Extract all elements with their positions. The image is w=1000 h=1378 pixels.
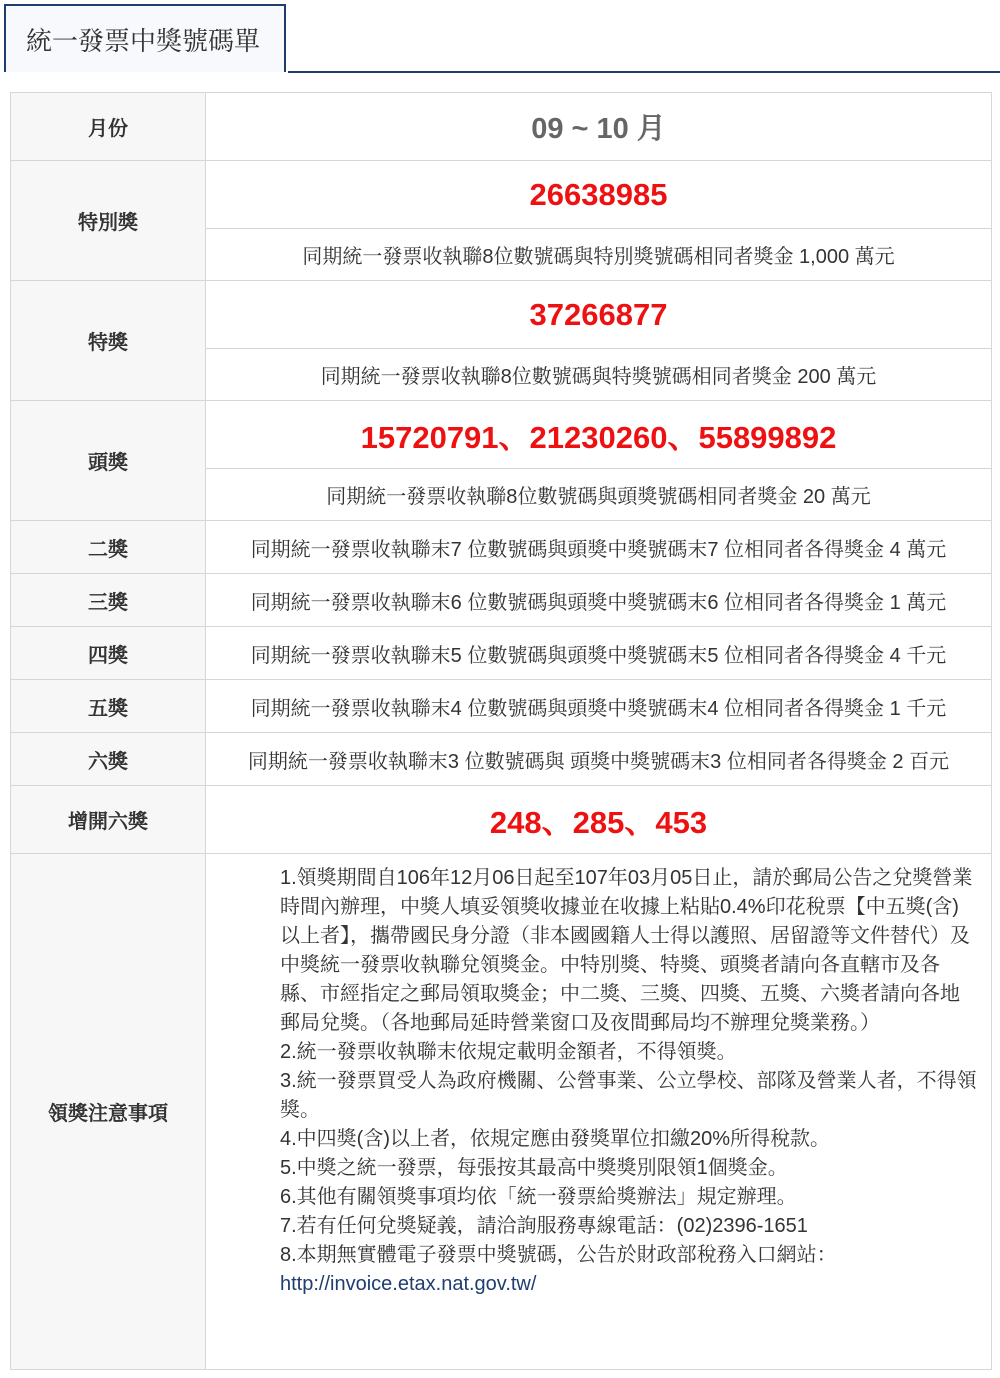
table-row-month bbox=[11, 93, 992, 161]
table-row-fourth bbox=[11, 627, 992, 680]
grand-prize-number: 37266877 bbox=[206, 281, 992, 349]
second-prize-label: 二獎 bbox=[11, 521, 206, 574]
tab-title: 統一發票中獎號碼單 bbox=[26, 25, 261, 56]
table-row-special bbox=[11, 161, 992, 229]
table-row-third bbox=[11, 574, 992, 627]
tab-invoice-results[interactable] bbox=[4, 4, 286, 72]
month-value: 09 ~ 10 月 bbox=[206, 93, 992, 161]
note-item-6: 6.其他有關領獎事項均依「統一發票給獎辦法」規定辦理。 bbox=[280, 1186, 797, 1208]
note-item-7: 7.若有任何兌獎疑義，請洽詢服務專線電話：(02)2396-1651 bbox=[280, 1215, 808, 1237]
table-row-fifth bbox=[11, 680, 992, 733]
grand-prize-label: 特獎 bbox=[11, 281, 206, 401]
note-item-2: 2.統一發票收執聯末依規定載明金額者，不得領獎。 bbox=[280, 1041, 737, 1063]
table-row-grand bbox=[11, 281, 992, 349]
note-item-8: 8.本期無實體電子發票中獎號碼，公告於財政部稅務入口網站： bbox=[280, 1244, 837, 1266]
fourth-prize-label: 四獎 bbox=[11, 627, 206, 680]
fourth-prize-desc: 同期統一發票收執聯末5 位數號碼與頭獎中獎號碼末5 位相同者各得獎金 4 千元 bbox=[206, 627, 992, 680]
first-prize-desc: 同期統一發票收執聯8位數號碼與頭獎號碼相同者獎金 20 萬元 bbox=[206, 469, 992, 521]
etax-portal-link[interactable]: http://invoice.etax.nat.gov.tw/ bbox=[280, 1273, 537, 1295]
extra-sixth-prize-label: 增開六獎 bbox=[11, 786, 206, 854]
prize-table bbox=[10, 92, 992, 1370]
third-prize-label: 三獎 bbox=[11, 574, 206, 627]
table-row-extra-sixth bbox=[11, 786, 992, 854]
fifth-prize-desc: 同期統一發票收執聯末4 位數號碼與頭獎中獎號碼末4 位相同者各得獎金 1 千元 bbox=[206, 680, 992, 733]
grand-prize-desc: 同期統一發票收執聯8位數號碼與特獎號碼相同者獎金 200 萬元 bbox=[206, 349, 992, 401]
note-item-5: 5.中獎之統一發票，每張按其最高中獎獎別限領1個獎金。 bbox=[280, 1157, 788, 1179]
fifth-prize-label: 五獎 bbox=[11, 680, 206, 733]
notes-content bbox=[206, 854, 992, 1370]
table-row-first bbox=[11, 401, 992, 469]
tab-bar bbox=[0, 0, 1000, 74]
sixth-prize-label: 六獎 bbox=[11, 733, 206, 786]
special-prize-number: 26638985 bbox=[206, 161, 992, 229]
second-prize-desc: 同期統一發票收執聯末7 位數號碼與頭獎中獎號碼末7 位相同者各得獎金 4 萬元 bbox=[206, 521, 992, 574]
notes-label: 領獎注意事項 bbox=[11, 854, 206, 1370]
table-row-notes bbox=[11, 854, 992, 1370]
special-prize-label: 特別獎 bbox=[11, 161, 206, 281]
table-row-second bbox=[11, 521, 992, 574]
extra-sixth-prize-numbers: 248、285、453 bbox=[206, 786, 992, 854]
month-label: 月份 bbox=[11, 93, 206, 161]
special-prize-desc: 同期統一發票收執聯8位數號碼與特別獎號碼相同者獎金 1,000 萬元 bbox=[206, 229, 992, 281]
table-row-sixth bbox=[11, 733, 992, 786]
first-prize-numbers: 15720791、21230260、55899892 bbox=[206, 401, 992, 469]
first-prize-label: 頭獎 bbox=[11, 401, 206, 521]
note-item-4: 4.中四獎(含)以上者，依規定應由發獎單位扣繳20%所得稅款。 bbox=[280, 1128, 831, 1150]
third-prize-desc: 同期統一發票收執聯末6 位數號碼與頭獎中獎號碼末6 位相同者各得獎金 1 萬元 bbox=[206, 574, 992, 627]
tab-divider bbox=[288, 71, 1000, 73]
sixth-prize-desc: 同期統一發票收執聯末3 位數號碼與 頭獎中獎號碼末3 位相同者各得獎金 2 百元 bbox=[206, 733, 992, 786]
note-item-3: 3.統一發票買受人為政府機關、公營事業、公立學校、部隊及營業人者，不得領獎。 bbox=[280, 1070, 977, 1121]
note-item-1: 1.領獎期間自106年12月06日起至107年03月05日止，請於郵局公告之兌獎營業時間內辦理，中獎人填妥領獎收據並在收據上粘貼0.4%印花稅票【中五獎(含)以上者】，攜帶國民身分證（非本國國籍人士得以護照、居留證等文件替代）及中獎統一發票收執聯兌領獎金。中特別獎、特獎、頭獎者請向各直轄市及各縣、市經指定之郵局領取獎金；中二獎、三獎、四獎、五獎、六獎者請向各地郵局兌獎。（各地郵局延時營業窗口及夜間郵局均不辦理兌獎業務。） bbox=[280, 867, 973, 1034]
